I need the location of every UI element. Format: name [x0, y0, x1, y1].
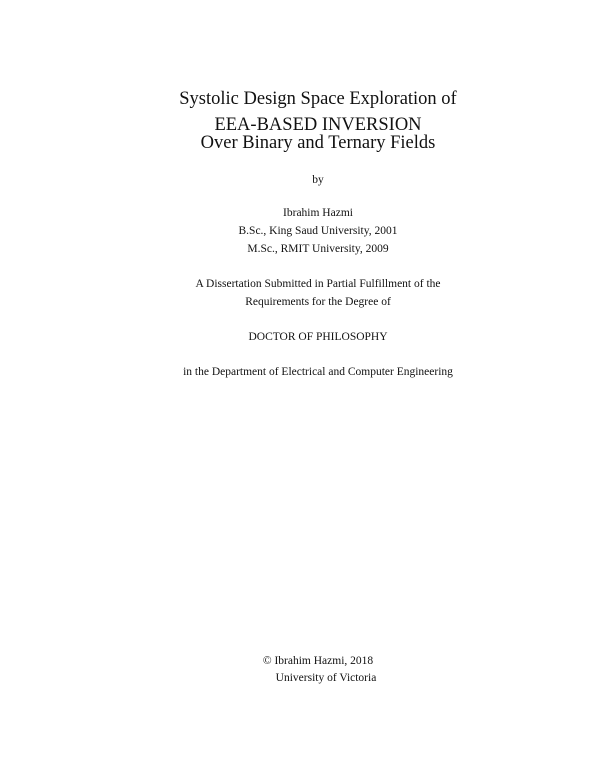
- copyright-notice: © Ibrahim Hazmi, 2018: [262, 655, 374, 667]
- degree-name: DOCTOR OF PHILOSOPHY: [248, 331, 388, 343]
- dissertation-statement-line-2: Requirements for the Degree of: [245, 296, 391, 308]
- title-line-2: EEA-BASED INVERSION: [214, 115, 422, 135]
- department: in the Department of Electrical and Computer Engineering: [183, 366, 453, 378]
- prior-degree-bsc: B.Sc., King Saud University, 2001: [238, 225, 398, 237]
- by-label: by: [312, 174, 324, 186]
- author-name: Ibrahim Hazmi: [283, 207, 353, 219]
- dissertation-statement-line-1: A Dissertation Submitted in Partial Fulfillment of the: [195, 278, 441, 290]
- title-line-1: Systolic Design Space Exploration of: [179, 89, 457, 109]
- university-name: University of Victoria: [275, 672, 377, 684]
- title-line-3: Over Binary and Ternary Fields: [200, 133, 436, 153]
- prior-degree-msc: M.Sc., RMIT University, 2009: [247, 243, 389, 255]
